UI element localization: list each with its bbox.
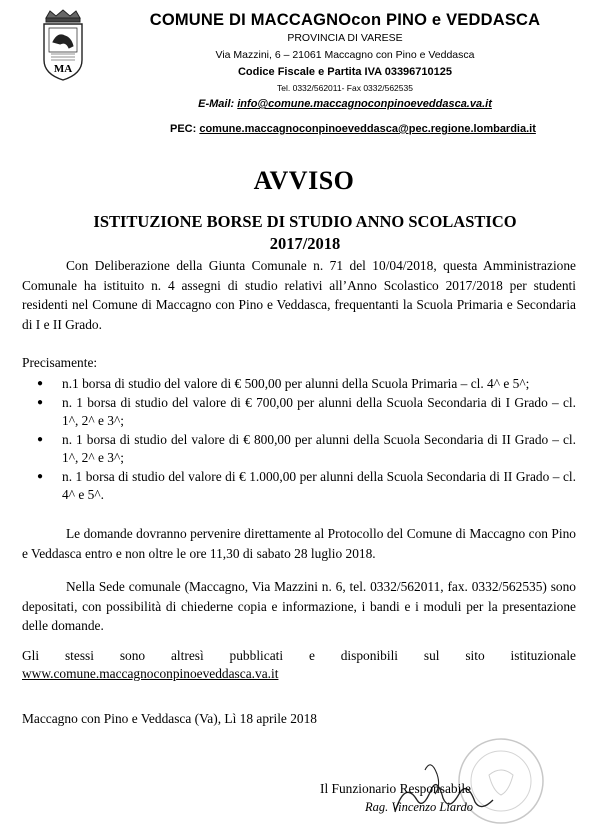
list-item: ● n.1 borsa di studio del valore di € 500,00 per alunni della Scuola Primaria – cl. 4^ e 5^; — [22, 375, 576, 394]
letterhead — [110, 10, 580, 113]
list-item: ● n. 1 borsa di studio del valore di € 700,00 per alunni della Scuola Secondaria di I Grado – cl. 1^, 2^ e 3^; — [22, 394, 576, 431]
phone-fax: Tel. 0332/562011- Fax 0332/562535 — [277, 83, 413, 93]
municipal-crest-icon — [38, 8, 88, 84]
place-date: Maccagno con Pino e Veddasca (Va), Lì 18 aprile 2018 — [22, 711, 317, 726]
office-paragraph: Nella Sede comunale (Maccagno, Via Mazzini n. 6, tel. 0332/562011, fax. 0332/562535) sono depositati, con possibilità di chiederne copia e informazione, i bandi e i moduli per la presentazione delle domande. — [22, 579, 576, 633]
signatory-name: Rag. Vincenzo Liardo — [365, 800, 473, 814]
email-label: E-Mail: — [198, 98, 238, 110]
crest-text: MA — [53, 63, 73, 75]
email-link[interactable]: info@comune.maccagnoconpinoeveddasca.va.it — [237, 98, 492, 110]
website-link[interactable]: www.comune.maccagnoconpinoeveddasca.va.it — [22, 666, 279, 681]
intro-paragraph: Con Deliberazione della Giunta Comunale n. 71 del 10/04/2018, questa Amministrazione Comunale ha istituito n. 4 assegni di studio relativi all’Anno Scolastico 2017/2018 per studenti residenti nel Comune di Maccagno con Pino e Veddasca, frequentanti la Scuola Primaria e Secondaria di I e II Grado. — [22, 258, 576, 332]
email-line — [110, 96, 580, 113]
notice-heading: AVVISO — [253, 166, 355, 195]
list-item: ● n. 1 borsa di studio del valore di € 1.000,00 per alunni della Scuola Secondaria di II Grado – cl. 4^ e 5^. — [22, 468, 576, 505]
pec-line — [170, 123, 536, 135]
tax-code: Codice Fiscale e Partita IVA 03396710125 — [237, 66, 453, 78]
address: Via Mazzini, 6 – 21061 Maccagno con Pino e Veddasca — [215, 49, 475, 61]
scholarship-list — [22, 375, 576, 505]
notice-subject — [40, 211, 570, 255]
signatory-role: Il Funzionario Responsabile — [320, 781, 471, 796]
deadline-paragraph: Le domande dovranno pervenire direttamente al Protocollo del Comune di Maccagno con Pino e Veddasca entro e non oltre le ore 11,30 di sabato 28 luglio 2018. — [22, 526, 576, 561]
subject-line-2: 2017/2018 — [269, 234, 341, 253]
municipality-name: COMUNE DI MACCAGNOcon PINO e VEDDASCA — [149, 11, 541, 29]
precisely-label: Precisamente: — [22, 355, 98, 370]
list-item: ● n. 1 borsa di studio del valore di € 800,00 per alunni della Scuola Secondaria di II Grado – cl. 1^, 2^ e 3^; — [22, 431, 576, 468]
pec-link[interactable]: comune.maccagnoconpinoeveddasca@pec.regione.lombardia.it — [199, 123, 536, 135]
pec-label: PEC: — [170, 123, 200, 135]
province: PROVINCIA DI VARESE — [287, 32, 403, 44]
subject-line-1: ISTITUZIONE BORSE DI STUDIO ANNO SCOLASTICO — [93, 212, 517, 231]
published-paragraph: Gli stessi sono altresì pubblicati e disponibili sul sito istituzionale — [22, 648, 576, 663]
